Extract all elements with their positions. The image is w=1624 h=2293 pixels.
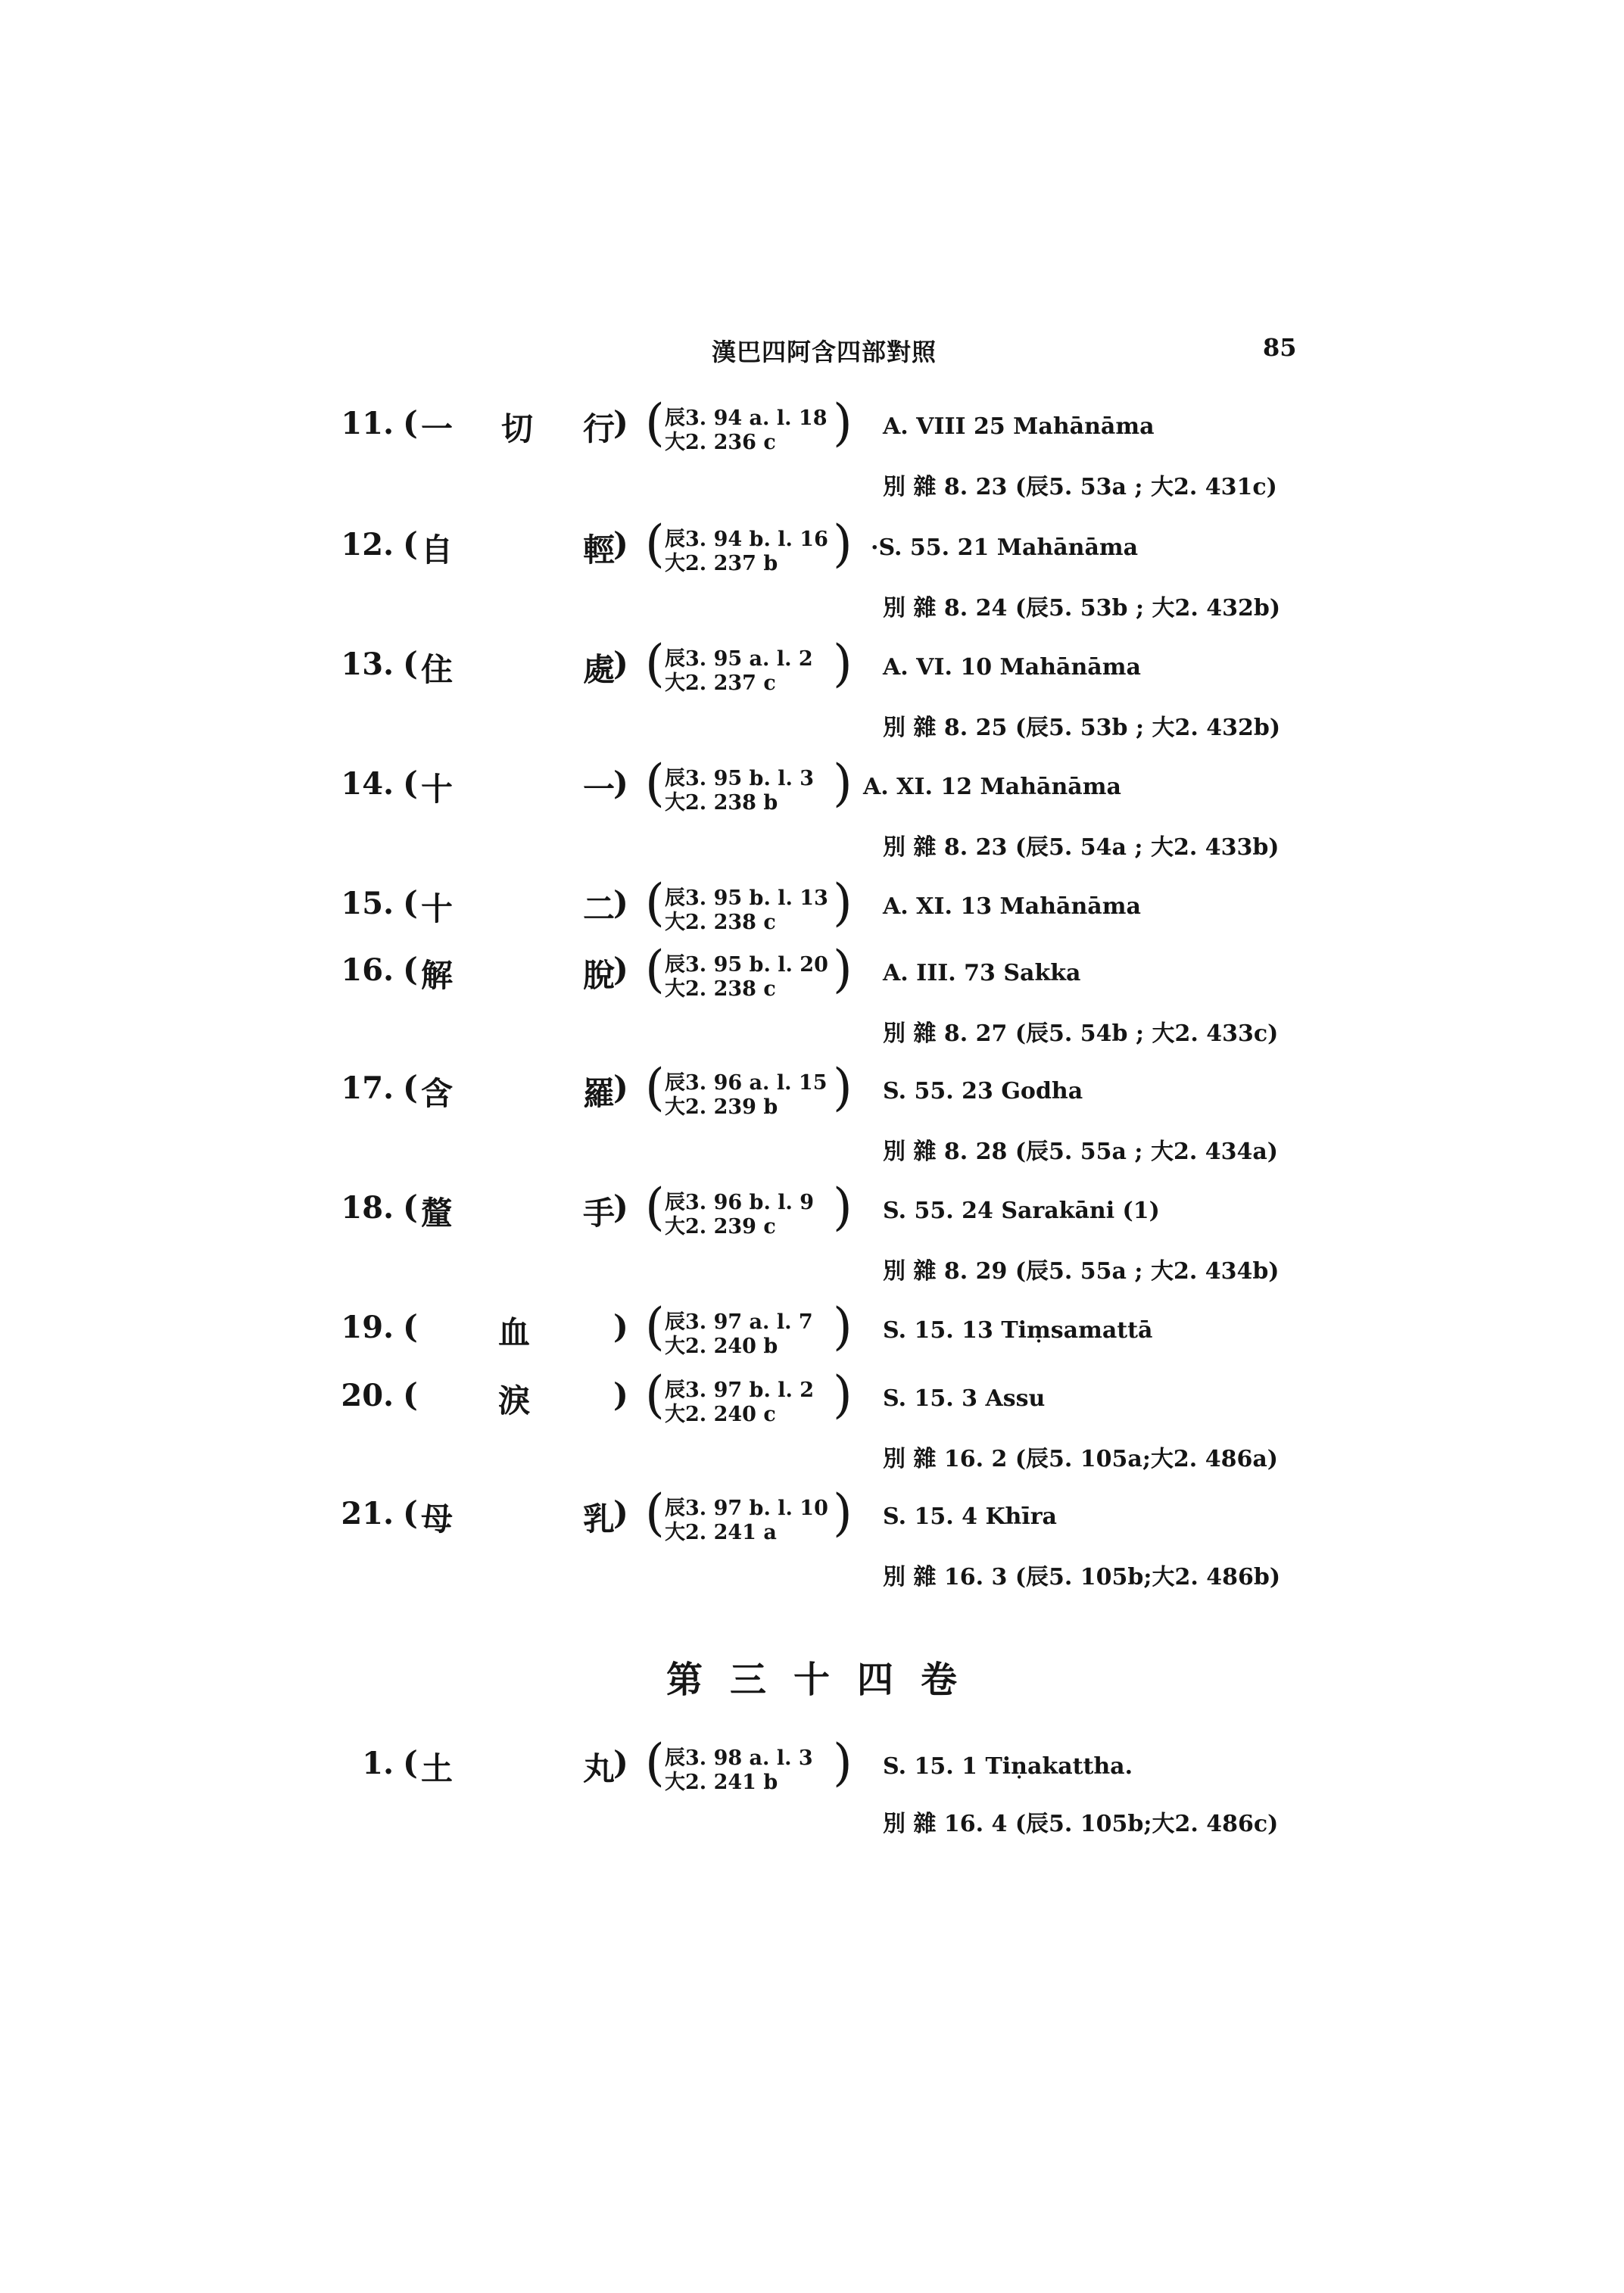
ref-line-2: 大2. 238 c	[665, 977, 776, 1001]
entry-number: 13.	[341, 646, 394, 682]
open-paren: (	[403, 1744, 418, 1781]
close-paren: )	[613, 1744, 628, 1781]
bieza-reference: 別 雜 8. 23 (辰5. 53a ; 大2. 431c)	[883, 474, 1277, 500]
ref-line-2: 大2. 238 c	[665, 911, 776, 934]
sutra-title-char: 一	[583, 771, 616, 808]
pali-reference: A. III. 73 Sakka	[883, 960, 1081, 986]
pali-reference: S. 15. 13 Tiṃsamattā	[883, 1317, 1153, 1344]
open-paren: (	[403, 1308, 418, 1345]
sutra-title-char: 手	[583, 1195, 616, 1232]
ref-line-1: 辰3. 95 a. l. 2	[665, 647, 813, 671]
pali-reference: ·S. 55. 21 Mahānāma	[871, 534, 1139, 561]
bracket-right: )	[833, 1058, 853, 1117]
ref-line-1: 辰3. 96 a. l. 15	[665, 1071, 828, 1095]
bracket-right: )	[833, 1734, 853, 1792]
close-paren: )	[613, 1189, 628, 1226]
pali-reference: S. 15. 4 Khīra	[883, 1503, 1057, 1530]
bieza-reference: 別 雜 8. 28 (辰5. 55a ; 大2. 434a)	[883, 1139, 1278, 1165]
pali-reference: A. VI. 10 Mahānāma	[883, 654, 1141, 681]
close-paren: )	[613, 404, 628, 441]
entry-number: 19.	[341, 1310, 394, 1345]
entry-number: 16.	[341, 952, 394, 988]
bieza-reference: 別 雜 8. 25 (辰5. 53b ; 大2. 432b)	[883, 715, 1281, 741]
open-paren: (	[403, 1376, 418, 1413]
open-paren: (	[403, 1494, 418, 1531]
bieza-reference: 別 雜 8. 27 (辰5. 54b ; 大2. 433c)	[883, 1020, 1279, 1047]
ref-line-2: 大2. 240 b	[665, 1335, 778, 1358]
ref-line-2: 大2. 238 b	[665, 791, 778, 815]
entry-number: 14.	[341, 766, 394, 802]
bracket-right: )	[833, 1484, 853, 1542]
bracket-left: (	[645, 1734, 665, 1792]
bracket-left: (	[645, 940, 665, 999]
sutra-title-char: 一	[421, 410, 454, 447]
ref-line-1: 辰3. 95 b. l. 13	[665, 886, 828, 910]
bracket-left: (	[645, 1484, 665, 1542]
ref-line-1: 辰3. 94 b. l. 16	[665, 528, 828, 551]
ref-line-1: 辰3. 97 a. l. 7	[665, 1310, 813, 1334]
close-paren: )	[613, 1494, 628, 1531]
ref-line-2: 大2. 239 c	[665, 1215, 776, 1238]
pali-reference: S. 55. 24 Sarakāni (1)	[883, 1198, 1160, 1224]
sutra-title-char: 住	[421, 651, 454, 688]
bracket-right: )	[833, 1298, 853, 1356]
bieza-reference: 別 雜 16. 3 (辰5. 105b;大2. 486b)	[883, 1564, 1281, 1590]
entry-number: 12.	[341, 527, 394, 562]
close-paren: )	[613, 645, 628, 682]
page-number: 85	[1263, 333, 1297, 362]
bracket-right: )	[833, 1366, 853, 1424]
sutra-title-char: 處	[583, 651, 616, 688]
ref-line-2: 大2. 236 c	[665, 431, 776, 454]
ref-line-1: 辰3. 97 b. l. 2	[665, 1379, 815, 1402]
ref-line-2: 大2. 241 a	[665, 1521, 777, 1544]
bieza-reference: 別 雜 8. 24 (辰5. 53b ; 大2. 432b)	[883, 595, 1281, 622]
bracket-right: )	[833, 874, 853, 932]
bracket-right: )	[833, 754, 853, 812]
ref-line-1: 辰3. 97 b. l. 10	[665, 1497, 828, 1520]
ref-line-1: 辰3. 95 b. l. 20	[665, 953, 828, 977]
bracket-right: )	[833, 634, 853, 693]
ref-line-2: 大2. 241 b	[665, 1771, 778, 1794]
open-paren: (	[403, 1189, 418, 1226]
sutra-title-char: 二	[583, 890, 616, 927]
bracket-left: (	[645, 1366, 665, 1424]
sutra-title-char: 丸	[583, 1750, 616, 1787]
ref-line-1: 辰3. 98 a. l. 3	[665, 1746, 813, 1770]
bracket-left: (	[645, 1178, 665, 1236]
ref-line-2: 大2. 237 b	[665, 552, 778, 575]
sutra-title-char: 含	[421, 1075, 454, 1112]
sutra-title-char: 輕	[583, 531, 616, 569]
bracket-right: )	[833, 394, 853, 452]
entry-number: 17.	[341, 1070, 394, 1106]
entry-number: 20.	[341, 1378, 394, 1413]
ref-line-2: 大2. 239 b	[665, 1095, 778, 1119]
bracket-left: (	[645, 394, 665, 452]
close-paren: )	[613, 884, 628, 921]
bracket-right: )	[833, 1178, 853, 1236]
close-paren: )	[613, 1376, 628, 1413]
sutra-title-char: 解	[421, 957, 454, 994]
sutra-title-char: 羅	[583, 1075, 616, 1112]
pali-reference: A. XI. 13 Mahānāma	[883, 893, 1141, 920]
bracket-left: (	[645, 874, 665, 932]
bracket-right: )	[833, 940, 853, 999]
entry-number: 18.	[341, 1190, 394, 1226]
bracket-right: )	[833, 515, 853, 573]
close-paren: )	[613, 951, 628, 988]
ref-line-2: 大2. 237 c	[665, 671, 776, 695]
sutra-title-char: 釐	[421, 1195, 454, 1232]
sutra-title-char: 行	[583, 410, 616, 447]
pali-reference: S. 15. 1 Tiṇakattha.	[883, 1753, 1133, 1780]
ref-line-2: 大2. 240 c	[665, 1403, 776, 1426]
open-paren: (	[403, 951, 418, 988]
sutra-title-char: 淚	[498, 1382, 531, 1419]
sutra-title-char: 土	[421, 1750, 454, 1787]
close-paren: )	[613, 1069, 628, 1106]
close-paren: )	[613, 525, 628, 562]
entry-number: 15.	[341, 886, 394, 921]
bracket-left: (	[645, 754, 665, 812]
open-paren: (	[403, 404, 418, 441]
bieza-reference: 別 雜 16. 2 (辰5. 105a;大2. 486a)	[883, 1446, 1278, 1472]
bracket-left: (	[645, 515, 665, 573]
bracket-left: (	[645, 634, 665, 693]
close-paren: )	[613, 1308, 628, 1345]
section-heading: 第三十四卷	[666, 1659, 985, 1701]
open-paren: (	[403, 1069, 418, 1106]
sutra-title-char: 脫	[583, 957, 616, 994]
ref-line-1: 辰3. 94 a. l. 18	[665, 407, 828, 430]
open-paren: (	[403, 884, 418, 921]
pali-reference: S. 55. 23 Godha	[883, 1078, 1083, 1104]
sutra-title-char: 乳	[583, 1500, 616, 1537]
pali-reference: A. XI. 12 Mahānāma	[863, 774, 1121, 800]
sutra-title-char: 切	[501, 410, 534, 447]
open-paren: (	[403, 765, 418, 802]
ref-line-1: 辰3. 96 b. l. 9	[665, 1191, 815, 1214]
sutra-title-char: 母	[421, 1500, 454, 1537]
entry-number: 21.	[341, 1496, 394, 1531]
sutra-title-char: 血	[498, 1314, 531, 1351]
bieza-reference: 別 雜 8. 29 (辰5. 55a ; 大2. 434b)	[883, 1258, 1280, 1285]
entry-number: 11.	[341, 406, 394, 441]
sutra-title-char: 十	[421, 890, 454, 927]
open-paren: (	[403, 645, 418, 682]
close-paren: )	[613, 765, 628, 802]
ref-line-1: 辰3. 95 b. l. 3	[665, 767, 815, 790]
bracket-left: (	[645, 1298, 665, 1356]
bieza-reference: 別 雜 8. 23 (辰5. 54a ; 大2. 433b)	[883, 834, 1280, 861]
pali-reference: S. 15. 3 Assu	[883, 1385, 1046, 1412]
sutra-title-char: 自	[421, 531, 454, 569]
header-title: 漢巴四阿含四部對照	[712, 338, 937, 366]
entry-number: 1.	[362, 1746, 394, 1781]
sutra-title-char: 十	[421, 771, 454, 808]
bracket-left: (	[645, 1058, 665, 1117]
open-paren: (	[403, 525, 418, 562]
pali-reference: A. VIII 25 Mahānāma	[883, 413, 1155, 440]
bieza-reference: 別 雜 16. 4 (辰5. 105b;大2. 486c)	[883, 1811, 1279, 1837]
